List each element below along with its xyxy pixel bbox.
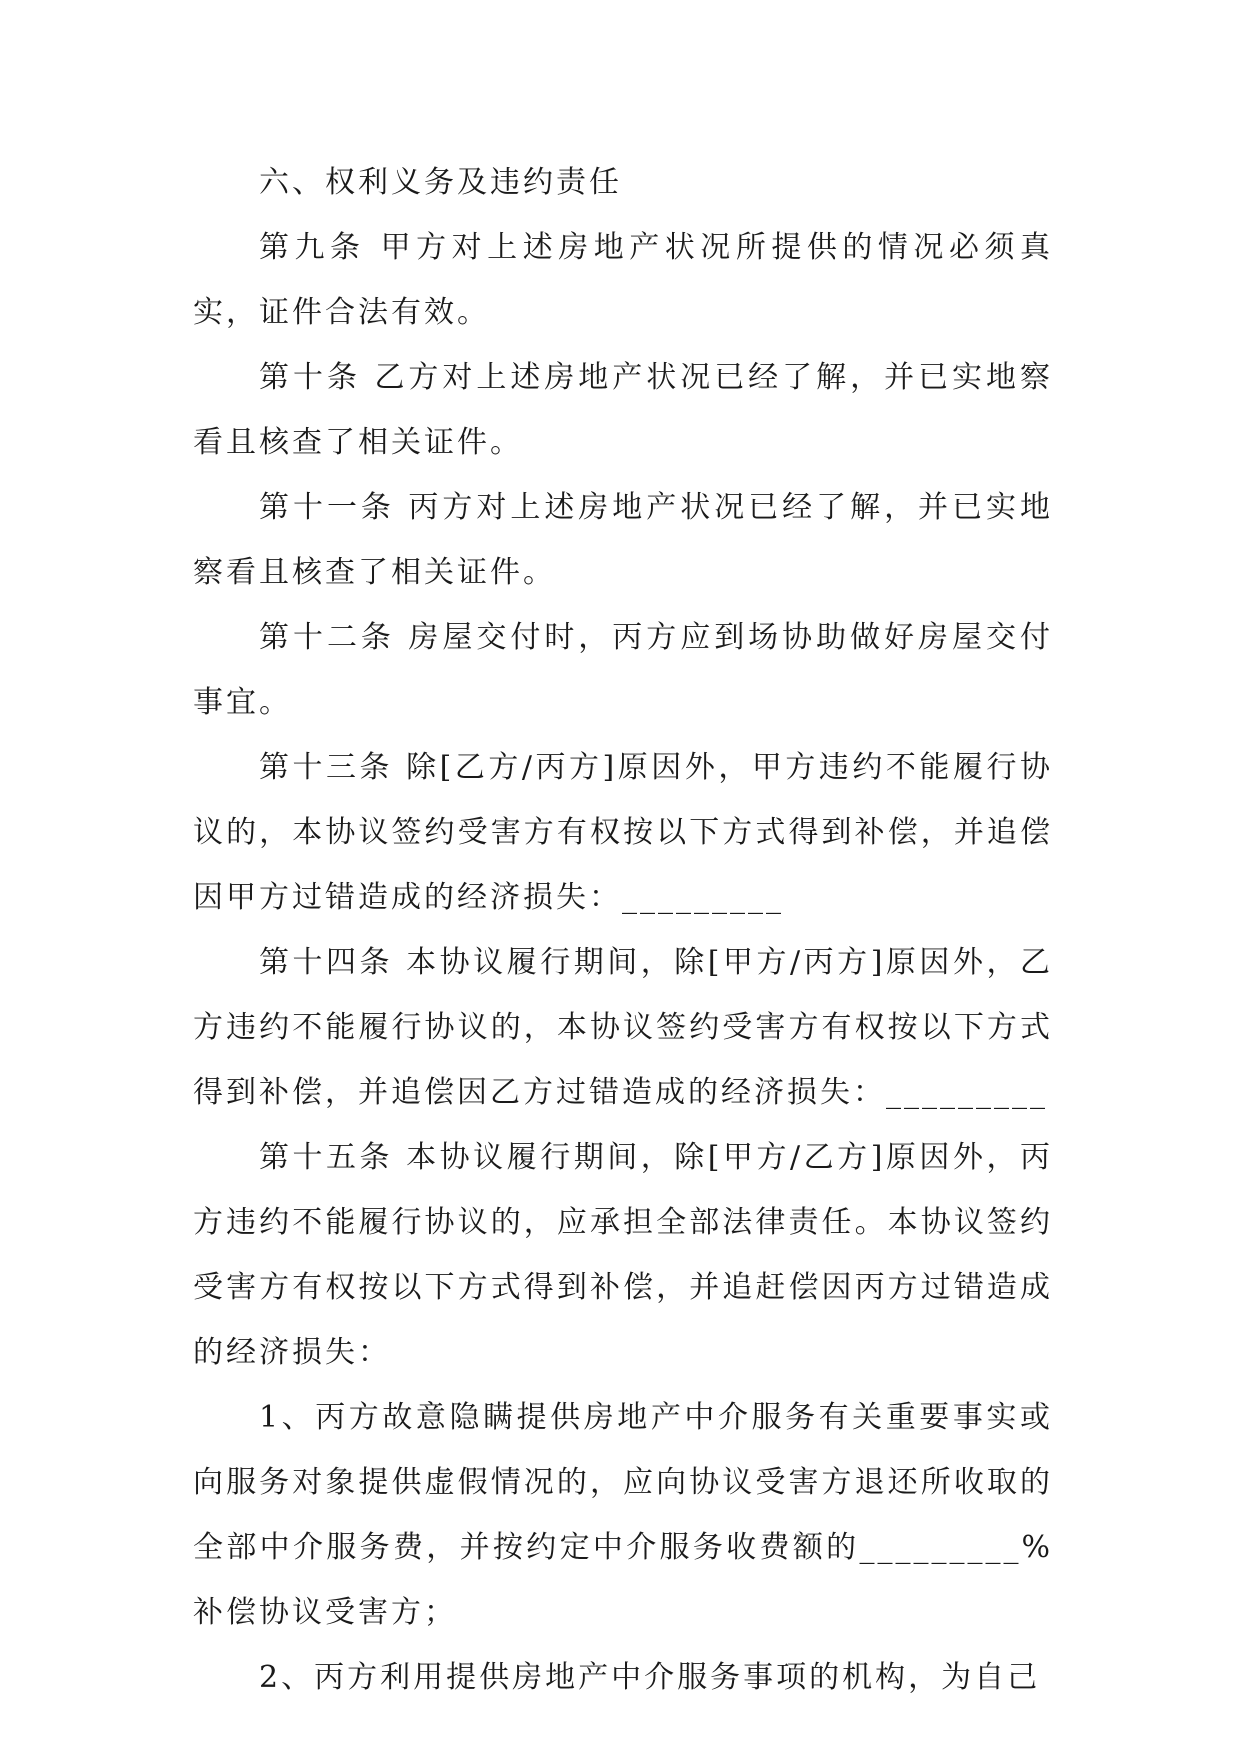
article-12: 第十二条 房屋交付时，丙方应到场协助做好房屋交付事宜。	[193, 620, 1053, 720]
article-10: 第十条 乙方对上述房地产状况已经了解，并已实地察看且核查了相关证件。	[193, 360, 1053, 460]
article-14: 第十四条 本协议履行期间，除[甲方/丙方]原因外，乙方违约不能履行协议的，本协议签约受害方有权按以下方式得到补偿，并追偿因乙方过错造成的经济损失：_________	[193, 945, 1053, 1110]
section-heading: 六、权利义务及违约责任	[259, 165, 622, 200]
document-body	[193, 150, 1053, 1710]
article-15: 第十五条 本协议履行期间，除[甲方/乙方]原因外，丙方违约不能履行协议的，应承担全部法律责任。本协议签约受害方有权按以下方式得到补偿，并追赶偿因丙方过错造成的经济损失：	[193, 1140, 1053, 1370]
clause-item-1: 1、丙方故意隐瞒提供房地产中介服务有关重要事实或向服务对象提供虚假情况的，应向协议受害方退还所收取的全部中介服务费，并按约定中介服务收费额的_________%补偿协议受害方；	[193, 1400, 1053, 1630]
article-13: 第十三条 除[乙方/丙方]原因外，甲方违约不能履行协议的，本协议签约受害方有权按以下方式得到补偿，并追偿因甲方过错造成的经济损失：_________	[193, 750, 1053, 915]
clause-item-2: 2、丙方利用提供房地产中介服务事项的机构，为自己	[259, 1660, 1041, 1695]
article-11: 第十一条 丙方对上述房地产状况已经了解，并已实地察看且核查了相关证件。	[193, 490, 1053, 590]
article-9: 第九条 甲方对上述房地产状况所提供的情况必须真实，证件合法有效。	[193, 230, 1053, 330]
